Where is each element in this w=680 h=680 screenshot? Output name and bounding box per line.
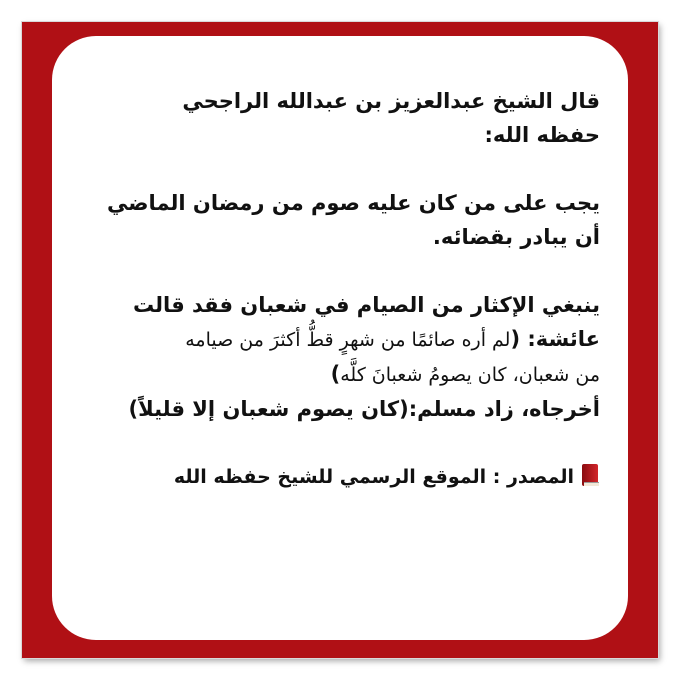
red-book-icon	[582, 464, 600, 486]
spacer	[82, 254, 600, 288]
quote-card	[52, 36, 628, 640]
intro-line-1: قال الشيخ عبدالعزيز بن عبدالله الراجحي	[182, 89, 600, 113]
source-line	[82, 460, 600, 494]
paragraph-2-line-3	[82, 357, 600, 392]
hadith-text-part-1: لم أره صائمًا من شهرٍ قطُّ أكثرَ من صيامه	[185, 329, 511, 351]
hadith-text-part-2: من شعبان، كان يصومُ شعبانَ كلَّه	[340, 364, 600, 386]
spacer	[82, 426, 600, 460]
paragraph-1-line-2: أن يبادر بقضائه.	[432, 225, 600, 249]
intro-line-2: حفظه الله:	[484, 123, 600, 147]
paragraph-2-line-2	[82, 322, 600, 357]
paragraph-1-line-1: يجب على من كان عليه صوم من رمضان الماضي	[107, 191, 600, 215]
paragraph-2-line-4: أخرجاه، زاد مسلم:(كان يصوم شعبان إلا قليلاً)	[128, 397, 600, 421]
source-label: المصدر : الموقع الرسمي للشيخ حفظه الله	[173, 466, 574, 488]
spacer	[82, 152, 600, 186]
paragraph-2-line-1: ينبغي الإكثار من الصيام في شعبان فقد قالت	[132, 293, 600, 317]
aisha-label: عائشة: (	[510, 327, 600, 351]
closing-paren: )	[330, 362, 341, 386]
